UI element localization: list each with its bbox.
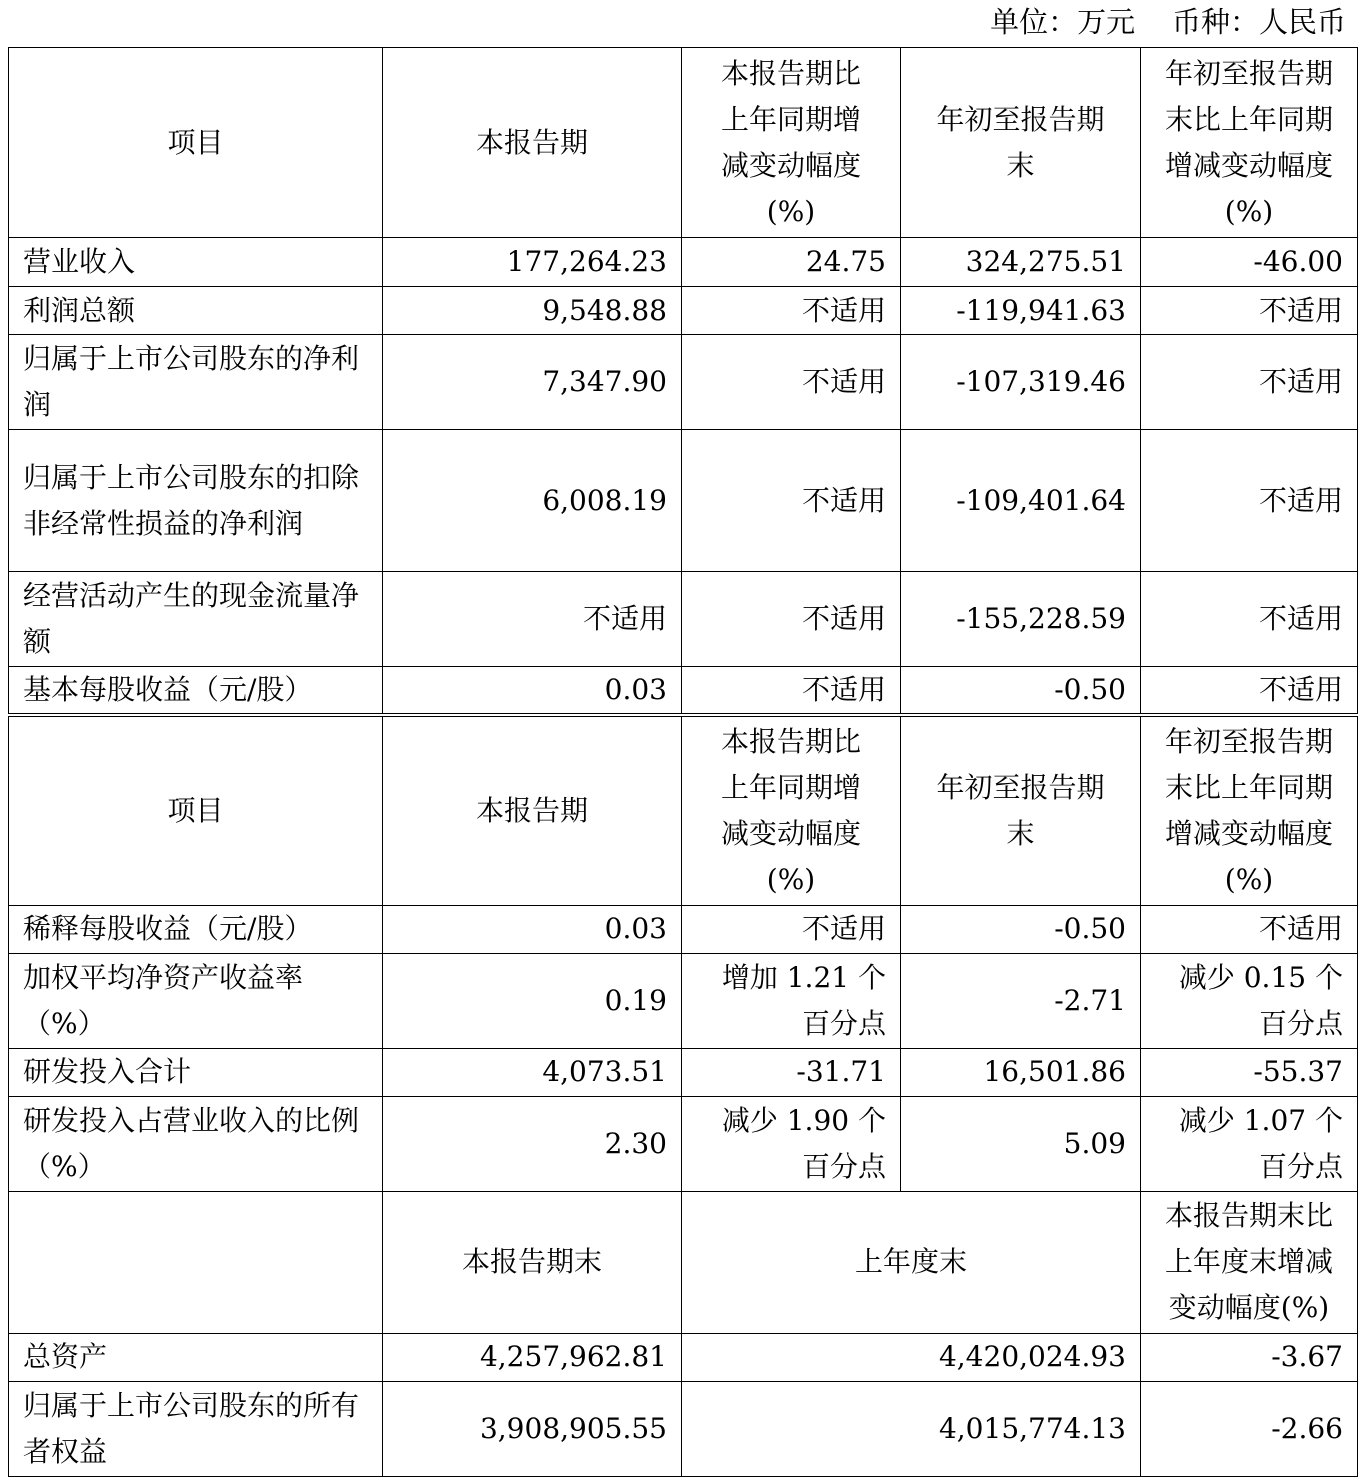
cell-current-change: 不适用 <box>682 905 901 953</box>
header-line: 变动幅度(%) <box>1168 1291 1330 1324</box>
header-current-change <box>682 715 901 905</box>
cell-ytd-change: 减少 0.15 个百分点 <box>1141 953 1358 1048</box>
cell-ytd: -107,319.46 <box>901 335 1141 430</box>
header-item: 项目 <box>9 48 383 238</box>
cell-current-change: 不适用 <box>682 335 901 430</box>
cell-ytd-change: 减少 1.07 个百分点 <box>1141 1096 1358 1191</box>
cell-current-change: 不适用 <box>682 667 901 716</box>
row-label: 经营活动产生的现金流量净额 <box>9 572 383 667</box>
header-line: (%) <box>1224 194 1274 228</box>
cell-current-change: 增加 1.21 个百分点 <box>682 953 901 1048</box>
cell-current: 7,347.90 <box>383 335 682 430</box>
cell-change: -2.66 <box>1141 1381 1358 1476</box>
cell-ytd: -119,941.63 <box>901 287 1141 335</box>
row-label: 归属于上市公司股东的净利润 <box>9 335 383 430</box>
row-label: 稀释每股收益（元/股） <box>9 905 383 953</box>
cell-current: 6,008.19 <box>383 430 682 572</box>
row-label: 营业收入 <box>9 238 383 287</box>
cell-ytd: -155,228.59 <box>901 572 1141 667</box>
header-line: (%) <box>766 194 816 228</box>
cell-ytd: -0.50 <box>901 905 1141 953</box>
cell-current: 不适用 <box>383 572 682 667</box>
header-line: 本报告期比 <box>720 56 861 90</box>
table-row <box>9 1381 1358 1476</box>
financial-data-table <box>8 47 1358 1477</box>
cell-current-change: 减少 1.90 个百分点 <box>682 1096 901 1191</box>
header-current-period: 本报告期 <box>383 48 682 238</box>
table-row <box>9 1333 1358 1381</box>
cell-current: 4,073.51 <box>383 1048 682 1096</box>
header-prior-year-end: 上年度末 <box>682 1191 1141 1333</box>
header-line: 减变动幅度 <box>720 148 861 182</box>
header-line: 末 <box>1006 148 1035 182</box>
header-item-blank <box>9 1191 383 1333</box>
row-label: 利润总额 <box>9 287 383 335</box>
header-line: 上年度末增减 <box>1164 1245 1333 1278</box>
header-line: 年初至报告期 <box>1164 56 1333 90</box>
row-label: 研发投入占营业收入的比例（%） <box>9 1096 383 1191</box>
cell-current-change: 不适用 <box>682 430 901 572</box>
table-row <box>9 572 1358 667</box>
cell-current: 0.03 <box>383 905 682 953</box>
row-label: 归属于上市公司股东的所有者权益 <box>9 1381 383 1476</box>
table-row <box>9 1096 1358 1191</box>
cell-current: 177,264.23 <box>383 238 682 287</box>
cell-ytd: 5.09 <box>901 1096 1141 1191</box>
table-header-row <box>9 48 1358 238</box>
header-line: 末比上年同期 <box>1164 770 1333 804</box>
table-header-row <box>9 1191 1358 1333</box>
header-current-change <box>682 48 901 238</box>
table-row <box>9 905 1358 953</box>
header-ytd <box>901 48 1141 238</box>
header-line: 年初至报告期 <box>936 770 1105 804</box>
cell-ytd: -0.50 <box>901 667 1141 716</box>
cell-period-end: 3,908,905.55 <box>383 1381 682 1476</box>
header-line: 本报告期比 <box>720 724 861 758</box>
cell-ytd: 324,275.51 <box>901 238 1141 287</box>
header-line: 增减变动幅度 <box>1164 816 1333 850</box>
header-line: (%) <box>766 862 816 896</box>
cell-ytd-change: 不适用 <box>1141 287 1358 335</box>
row-label: 总资产 <box>9 1333 383 1381</box>
header-line: 年初至报告期 <box>936 102 1105 136</box>
table-header-row <box>9 715 1358 905</box>
cell-current-change: 不适用 <box>682 572 901 667</box>
cell-current-change: 不适用 <box>682 287 901 335</box>
cell-current-change: 24.75 <box>682 238 901 287</box>
row-label: 基本每股收益（元/股） <box>9 667 383 716</box>
header-period-end: 本报告期末 <box>383 1191 682 1333</box>
header-line: 上年同期增 <box>720 102 861 136</box>
table-row <box>9 238 1358 287</box>
cell-ytd-change: -55.37 <box>1141 1048 1358 1096</box>
cell-ytd-change: 不适用 <box>1141 667 1358 716</box>
cell-ytd-change: 不适用 <box>1141 905 1358 953</box>
table-row <box>9 430 1358 572</box>
cell-period-end: 4,257,962.81 <box>383 1333 682 1381</box>
header-line: (%) <box>1224 862 1274 896</box>
cell-current: 0.19 <box>383 953 682 1048</box>
unit-currency-note: 单位：万元 币种：人民币 <box>990 5 1346 39</box>
cell-ytd-change: -46.00 <box>1141 238 1358 287</box>
cell-prior-year-end: 4,015,774.13 <box>682 1381 1141 1476</box>
cell-current: 9,548.88 <box>383 287 682 335</box>
cell-ytd: -109,401.64 <box>901 430 1141 572</box>
header-current-period: 本报告期 <box>383 715 682 905</box>
cell-ytd-change: 不适用 <box>1141 335 1358 430</box>
row-label: 研发投入合计 <box>9 1048 383 1096</box>
table-row <box>9 667 1358 716</box>
table-row <box>9 953 1358 1048</box>
header-line: 末比上年同期 <box>1164 102 1333 136</box>
header-line: 年初至报告期 <box>1164 724 1333 758</box>
header-period-end-change <box>1141 1191 1358 1333</box>
header-line: 减变动幅度 <box>720 816 861 850</box>
cell-current: 2.30 <box>383 1096 682 1191</box>
cell-ytd-change: 不适用 <box>1141 572 1358 667</box>
header-ytd-change <box>1141 715 1358 905</box>
cell-ytd: -2.71 <box>901 953 1141 1048</box>
table-row <box>9 287 1358 335</box>
header-item: 项目 <box>9 715 383 905</box>
header-ytd <box>901 715 1141 905</box>
cell-current: 0.03 <box>383 667 682 716</box>
cell-prior-year-end: 4,420,024.93 <box>682 1333 1141 1381</box>
cell-change: -3.67 <box>1141 1333 1358 1381</box>
header-line: 本报告期末比 <box>1164 1199 1333 1232</box>
header-ytd-change <box>1141 48 1358 238</box>
header-line: 增减变动幅度 <box>1164 148 1333 182</box>
cell-ytd-change: 不适用 <box>1141 430 1358 572</box>
header-line: 末 <box>1006 816 1035 850</box>
cell-ytd: 16,501.86 <box>901 1048 1141 1096</box>
table-row <box>9 335 1358 430</box>
table-row <box>9 1048 1358 1096</box>
header-line: 上年同期增 <box>720 770 861 804</box>
row-label: 归属于上市公司股东的扣除非经常性损益的净利润 <box>9 430 383 572</box>
cell-current-change: -31.71 <box>682 1048 901 1096</box>
row-label: 加权平均净资产收益率（%） <box>9 953 383 1048</box>
